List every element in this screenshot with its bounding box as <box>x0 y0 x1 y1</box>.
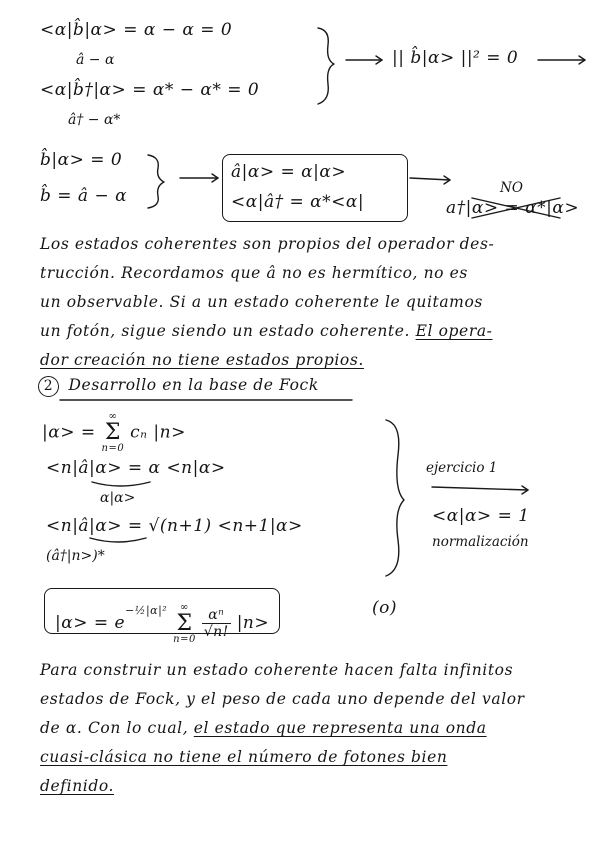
section-title: Desarrollo en la base de Fock <box>68 376 319 394</box>
formula-denominator: √n! <box>203 624 229 640</box>
right-brace-2 <box>148 155 164 208</box>
arrow-5-line <box>432 487 528 490</box>
normalization-equation: <α|α> = 1 <box>432 506 530 526</box>
paragraph1-underlined-1: El opera- <box>415 322 493 340</box>
paragraph1-line-3: un observable. Si a un estado coherente le quitamos <box>40 293 483 311</box>
fock-sum-upper: ∞ <box>108 411 118 422</box>
equation-bdag-expectation: <α|b̂†|α> = α* − α* = 0 <box>40 80 260 100</box>
formula-sum: ∞ Σ n=0 <box>173 601 196 645</box>
exercise-note: ejercicio 1 <box>426 460 498 476</box>
matrix-element-1-note: α|α> <box>100 490 136 506</box>
paragraph1-underlined-2: dor creación no tiene estados propios. <box>40 351 364 369</box>
paragraph2-underlined-1: el estado que representa una onda <box>193 719 487 737</box>
matrix-element-2-note: (â†|n>)* <box>46 548 105 564</box>
paragraph2-underlined-3: definido. <box>40 777 115 795</box>
paragraph1-line-4: un fotón, sigue siendo un estado coherente. <box>40 322 411 340</box>
paragraph2-line-1: Para construir un estado coherente hacen falta infinitos <box>40 661 514 679</box>
fock-sum: ∞ Σ n=0 <box>101 411 125 454</box>
equation-b-ket-zero: b̂|α> = 0 <box>40 150 123 170</box>
formula-sum-upper: ∞ <box>180 601 189 613</box>
boxed-equation-bra: <α|â† = α*<α| <box>231 192 365 212</box>
boxed-eigen-equations <box>222 154 408 222</box>
right-brace-1 <box>318 28 334 104</box>
equation-b-definition: b̂ = â − α <box>40 186 128 206</box>
annotation-adag-minus-alphastar: â† − α* <box>68 112 121 128</box>
boxed-equation-annihilation: â|α> = α|α> <box>231 162 347 182</box>
equation-b-expectation: <α|b̂|α> = α − α = 0 <box>40 20 233 40</box>
formula-ket: |n> <box>236 613 270 633</box>
equation-label-o: (o) <box>372 598 397 618</box>
normalization-label: normalización <box>432 534 529 550</box>
underbrace-2 <box>90 538 146 542</box>
fock-expansion-rhs: cₙ |n> <box>130 422 186 443</box>
paragraph-fock-weights <box>40 656 525 801</box>
fock-expansion-lhs: |α> = <box>42 422 102 443</box>
crossed-out-equation: a†|α> = α*|α> <box>446 198 580 218</box>
norm-result: || b̂|α> ||² = 0 <box>392 48 519 68</box>
formula-lhs: |α> = e <box>55 613 126 633</box>
formula-numerator: αⁿ <box>202 607 231 624</box>
paragraph2-line-3: de α. Con lo cual, <box>40 719 189 737</box>
fock-expansion <box>42 412 186 454</box>
fock-sum-lower: n=0 <box>101 443 125 454</box>
matrix-element-1: <n|â|α> = α <n|α> <box>46 458 226 478</box>
paragraph1-line-1: Los estados coherentes son propios del operador des- <box>40 235 495 253</box>
coherent-state-formula-box <box>44 588 280 645</box>
paragraph1-line-2: trucción. Recordamos que â no es hermítico, no es <box>40 264 468 282</box>
matrix-element-2: <n|â|α> = √(n+1) <n+1|α> <box>46 516 303 536</box>
formula-fraction <box>202 607 231 640</box>
section-2-heading <box>38 376 319 397</box>
paragraph2-underlined-2: cuasi-clásica no tiene el número de fotones bien <box>40 748 448 766</box>
paragraph-coherent-states <box>40 230 494 375</box>
paragraph2-line-2: estados de Fock, y el peso de cada uno depende del valor <box>40 690 525 708</box>
right-brace-3 <box>386 420 404 576</box>
underbrace-1 <box>92 482 150 486</box>
no-label: NO <box>500 180 523 196</box>
annotation-a-minus-alpha: â − α <box>76 52 115 68</box>
formula-exponent: −½|α|² <box>125 604 168 617</box>
formula-sum-lower: n=0 <box>173 633 196 645</box>
arrow-4-line <box>410 178 450 180</box>
section-number: 2 <box>38 376 59 397</box>
